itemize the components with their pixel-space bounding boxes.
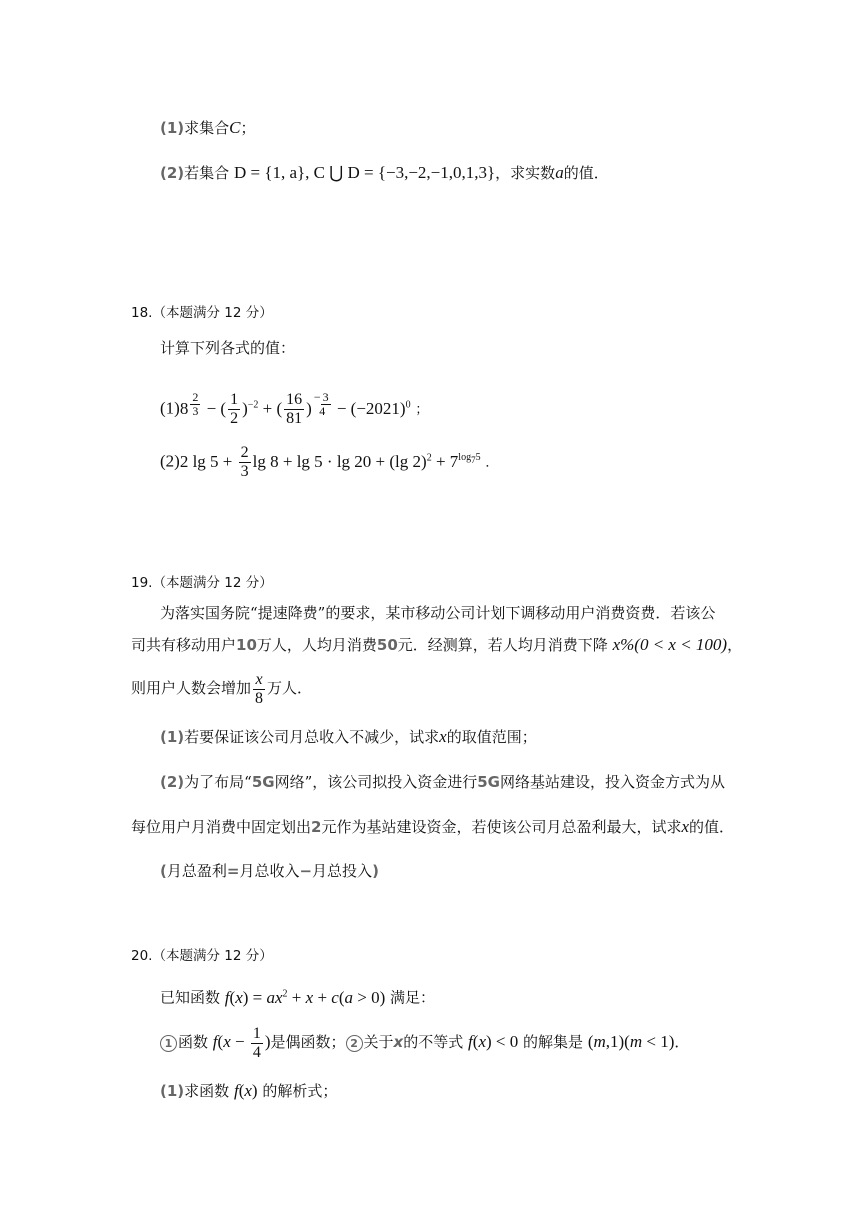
text: 司共有移动用户 <box>131 636 237 654</box>
expr-label: (1) <box>160 398 180 418</box>
q20-heading: 20.（本题满分 12 分） <box>131 948 273 964</box>
q19-paragraph-line3 <box>131 668 312 708</box>
text: ． <box>674 1033 690 1051</box>
text: ，求实数 <box>495 164 556 182</box>
text: 若集合 <box>184 164 230 182</box>
q18-intro: 计算下列各式的值： <box>160 339 296 357</box>
symbol: − <box>299 862 313 880</box>
circled-one: 1 <box>160 1035 177 1052</box>
text: 的解集是 <box>523 1033 584 1051</box>
text: 是偶函数； <box>270 1033 346 1051</box>
part-number: (1) <box>160 728 185 746</box>
number: 5G <box>251 773 275 791</box>
text: 求集合 <box>184 119 230 137</box>
paren: ) <box>372 862 379 880</box>
text: 已知函数 <box>160 988 221 1007</box>
q19-paragraph-line1: 为落实国务院“提速降费”的要求，某市移动公司计划下调移动用户消费资费．若该公 <box>160 604 716 622</box>
math-set: D = {1, a}, C ⋃ D = {−3,−2,−1,0,1,3} <box>233 163 496 182</box>
circled-two: 2 <box>346 1035 363 1052</box>
text: 的不等式 <box>403 1033 464 1051</box>
text: 元．经测算，若人均月消费下降 <box>397 636 608 654</box>
number: 10 <box>236 636 257 654</box>
text: 为了布局“ <box>184 773 252 791</box>
text: ， <box>727 636 743 654</box>
q20-part1 <box>160 1080 337 1102</box>
variable: x <box>439 727 447 746</box>
math-interval: (m,1)(m < 1) <box>587 1032 675 1051</box>
q19-part1 <box>160 726 537 748</box>
number: 5G <box>477 773 500 791</box>
variable: C <box>229 118 241 137</box>
variable: x <box>393 1033 404 1051</box>
variable: x <box>681 817 690 836</box>
text: ． <box>485 455 499 471</box>
part-number: (2) <box>160 773 185 791</box>
math-f-of-x: f(x) <box>233 1081 258 1100</box>
math-expression-2: 2 lg 5 + $\frac{2}{3}$ lg 8 + lg 5 · lg 20 + (lg $2)^2 + 7^{log_75}$ <box>179 444 481 481</box>
q20-conditions <box>160 1022 689 1062</box>
math-shifted-function: f(x − $\frac{1}{4}$ ) <box>212 1024 271 1061</box>
number: 50 <box>376 636 398 654</box>
q19-part2-continued <box>131 816 734 838</box>
part-number: (1) <box>160 1082 185 1100</box>
text: ； <box>415 402 429 418</box>
text: 月总投入 <box>312 862 373 880</box>
variable: a <box>555 163 564 182</box>
symbol: = <box>226 862 240 880</box>
q19-paragraph-line2 <box>131 634 742 656</box>
text: 每位用户月消费中固定划出 <box>131 818 312 836</box>
text: 满足： <box>390 988 436 1007</box>
q17-part1 <box>160 117 256 139</box>
text: 则用户人数会增加 <box>131 679 252 697</box>
q18-expr1 <box>160 385 428 431</box>
q17-part2 <box>160 162 609 184</box>
text: 若要保证该公司月总收入不减少，试求 <box>184 728 440 746</box>
part-number: (2) <box>160 164 185 182</box>
q19-part2 <box>160 771 725 793</box>
q19-heading: 19.（本题满分 12 分） <box>131 575 273 591</box>
q19-note <box>160 860 379 882</box>
q18-expr2 <box>160 438 498 484</box>
text: 的取值范围； <box>446 728 537 746</box>
math-function-def: $f(x) = ax^2 + x + c(a > 0)$ <box>224 987 386 1007</box>
expr-label: (2) <box>160 451 180 471</box>
text: 元作为基站建设资金，若使该公司月总盈利最大，试求 <box>321 818 682 836</box>
text: 网络”，该公司拟投入资金进行 <box>274 773 478 791</box>
text: ； <box>240 119 256 137</box>
text: 万人． <box>267 679 313 697</box>
math-expression-1: 8 $^{\frac{2}{3}}$ − ( $\frac{1}{2}$ )$^{-2}$ + ( $\frac{16}{81}$ )$^{- 3 4}$ − $(-2021)^0$ <box>179 390 411 428</box>
text: 万人，人均月消费 <box>256 636 377 654</box>
text: 月总收入 <box>239 862 300 880</box>
part-number: (1) <box>160 119 185 137</box>
text: 函数 <box>178 1033 209 1051</box>
text: 关于 <box>363 1033 394 1051</box>
text: 的值． <box>689 818 735 836</box>
text: 的解析式； <box>262 1082 338 1100</box>
number: 2 <box>311 818 322 836</box>
math-inequality: f(x) < 0 <box>468 1032 519 1051</box>
math-range: x%(0 < x < 100) <box>612 635 728 654</box>
text: 求函数 <box>184 1082 230 1100</box>
q20-intro <box>160 983 435 1009</box>
fraction-x-over-8: $\frac{x}{8}$ <box>255 670 264 707</box>
text: 月总盈利 <box>166 862 227 880</box>
text: 的值． <box>563 164 609 182</box>
q18-heading: 18.（本题满分 12 分） <box>131 305 273 321</box>
paren: ( <box>160 862 167 880</box>
text: 网络基站建设，投入资金方式为从 <box>500 773 726 791</box>
